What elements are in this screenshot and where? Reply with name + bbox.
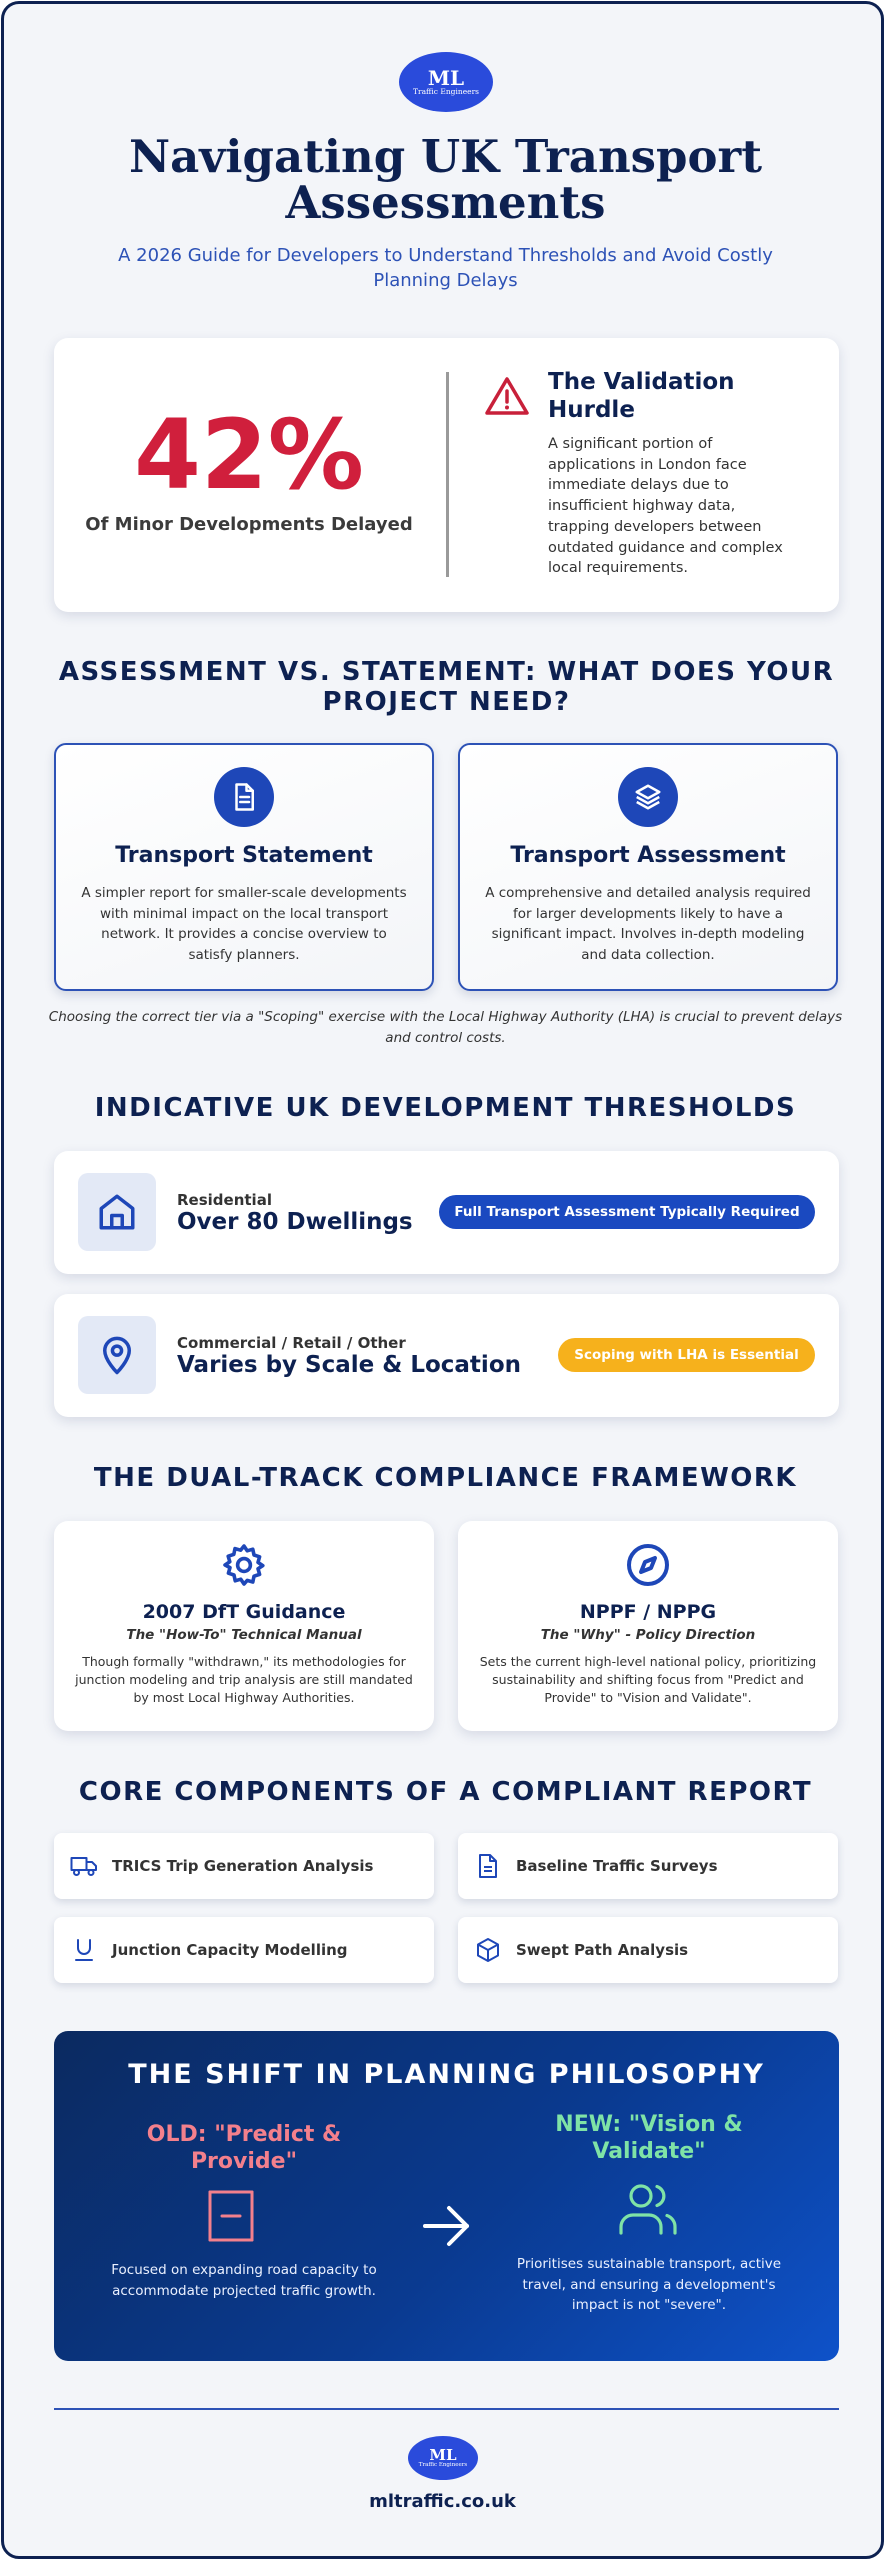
philosophy-panel (54, 2031, 839, 2361)
logo-text: ML (427, 66, 465, 91)
page-subtitle: A 2026 Guide for Developers to Understand Thresholds and Avoid Costly Planning Delays (118, 245, 773, 291)
logo (399, 52, 493, 112)
statement-text: A simpler report for smaller-scale developments with minimal impact on the local transport network. It provides a concise overview to satisfy planners. (81, 885, 407, 963)
threshold-residential (54, 1151, 839, 1274)
infographic-frame (1, 1, 884, 2559)
component-item (54, 1917, 434, 1983)
stat-caption: Of Minor Developments Delayed (85, 514, 413, 535)
old-approach-title: OLD: "Predict & Provide" (146, 2122, 342, 2174)
footer-divider (54, 2408, 839, 2410)
new-approach-text: Prioritises sustainable transport, active travel, and ensuring a development's impact is not "severe". (516, 2256, 782, 2313)
statement-title: Transport Statement (115, 843, 373, 868)
cube-icon (474, 1936, 502, 1964)
truck-icon (70, 1852, 98, 1880)
transport-assessment-card (458, 743, 838, 991)
framework-text: Though formally "withdrawn," its methodologies for junction modeling and trip analysis are still mandated by most Local Highway Authorities. (75, 1654, 413, 1705)
underline-icon (70, 1936, 98, 1964)
threshold-badge: Scoping with LHA is Essential (558, 1338, 815, 1372)
component-label: Junction Capacity Modelling (112, 1941, 348, 1959)
threshold-value: Varies by Scale & Location (177, 1352, 521, 1378)
new-approach-title: NEW: "Vision & Validate" (555, 2112, 743, 2164)
scoping-note: Choosing the correct tier via a "Scoping" exercise with the Local Highway Authority (LHA) is crucial to prevent delays and control costs. (48, 1009, 843, 1046)
logo-subtext: Traffic Engineers (418, 2461, 468, 2468)
framework-title: 2007 DfT Guidance (142, 1601, 346, 1623)
component-label: Baseline Traffic Surveys (516, 1857, 718, 1875)
philosophy-heading: THE SHIFT IN PLANNING PHILOSOPHY (128, 2059, 765, 2090)
document-icon (214, 767, 274, 827)
old-approach-text: Focused on expanding road capacity to accommodate projected traffic growth. (111, 2262, 377, 2299)
gear-icon (218, 1539, 270, 1591)
stat-value: 42% (134, 399, 364, 511)
framework-heading: THE DUAL-TRACK COMPLIANCE FRAMEWORK (93, 1463, 798, 1493)
assessment-title: Transport Assessment (510, 843, 786, 868)
hurdle-text: A significant portion of applications in London face immediate delays due to insufficient highway data, trapping developers between outdated guidance and complex local requirements. (548, 436, 783, 577)
assessment-text: A comprehensive and detailed analysis required for larger developments likely to have a significant impact. Involves in-depth modeling and data collection. (485, 885, 811, 963)
logo-subtext: Traffic Engineers (412, 87, 480, 97)
transport-statement-card (54, 743, 434, 991)
component-label: Swept Path Analysis (516, 1941, 689, 1959)
threshold-label: Commercial / Retail / Other (177, 1334, 406, 1352)
framework-dft-card (54, 1521, 434, 1731)
framework-subtitle: The "How-To" Technical Manual (126, 1627, 362, 1643)
divider (446, 372, 449, 577)
thresholds-heading: INDICATIVE UK DEVELOPMENT THRESHOLDS (94, 1093, 797, 1123)
arrow-right-icon (421, 2201, 473, 2251)
component-item (458, 1833, 838, 1899)
threshold-commercial (54, 1294, 839, 1417)
expand-vertical-icon (206, 2189, 256, 2243)
file-text-icon (474, 1852, 502, 1880)
comparison-heading: ASSESSMENT VS. STATEMENT: WHAT DOES YOUR PROJECT NEED? (58, 657, 835, 717)
threshold-value: Over 80 Dwellings (177, 1209, 413, 1235)
framework-text: Sets the current high-level national policy, prioritizing sustainability and shifting focus from "Predict and Provide" to "Vision and Validate". (479, 1654, 817, 1705)
layers-icon (618, 767, 678, 827)
component-item (54, 1833, 434, 1899)
framework-subtitle: The "Why" - Policy Direction (540, 1627, 756, 1643)
threshold-label: Residential (177, 1191, 272, 1209)
users-icon (617, 2181, 679, 2237)
house-icon (78, 1173, 156, 1251)
framework-title: NPPF / NPPG (579, 1601, 717, 1623)
footer-url[interactable]: mltraffic.co.uk (369, 2491, 516, 2512)
stat-card (54, 338, 839, 612)
component-label: TRICS Trip Generation Analysis (112, 1857, 374, 1875)
component-item (458, 1917, 838, 1983)
footer-logo (408, 2436, 478, 2480)
compass-icon (622, 1539, 674, 1591)
map-pin-icon (78, 1316, 156, 1394)
hurdle-title: The Validation Hurdle (548, 369, 735, 423)
warning-triangle-icon (484, 375, 530, 417)
page-title: Navigating UK Transport Assessments (128, 130, 762, 229)
framework-nppf-card (458, 1521, 838, 1731)
logo-text: ML (429, 2445, 457, 2464)
components-heading: CORE COMPONENTS OF A COMPLIANT REPORT (78, 1777, 813, 1807)
threshold-badge: Full Transport Assessment Typically Required (439, 1195, 815, 1229)
